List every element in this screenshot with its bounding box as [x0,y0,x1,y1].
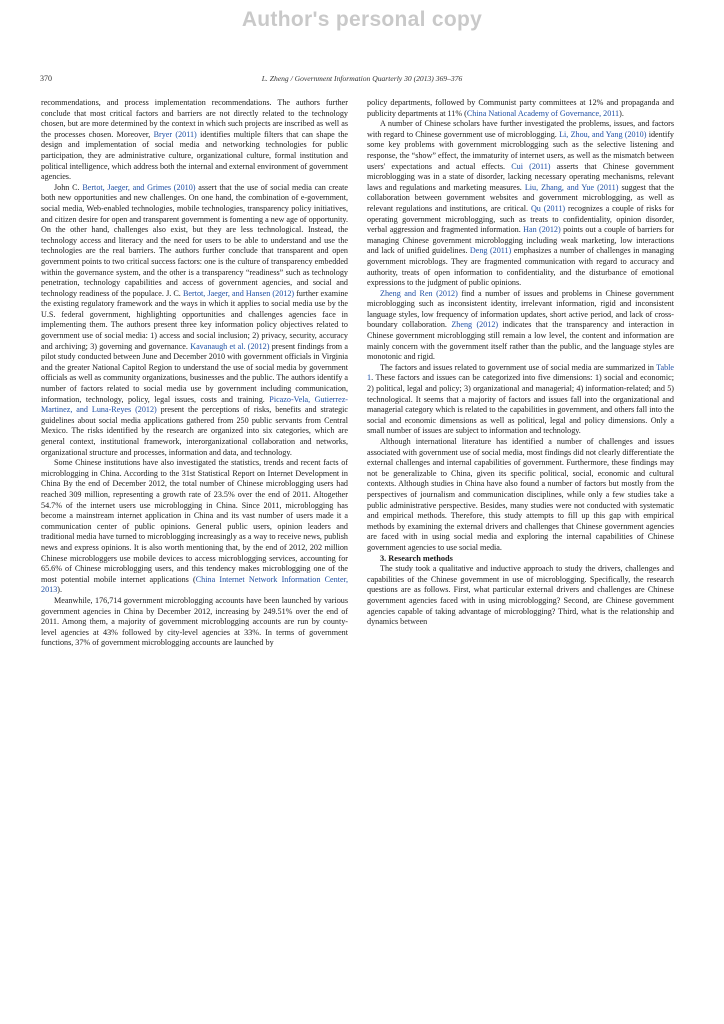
citation-link[interactable]: Zheng and Ren (2012) [380,288,458,298]
citation-link[interactable]: China National Academy of Governance, 2011 [466,108,620,118]
citation-link[interactable]: Table 1 [367,362,674,383]
paragraph: recommendations, and process implementation recommendations. The authors further conclude that most critical factors and barriers are not directly related to the technology chosen, but are more determined by the context in which such projects are inscribed as well as the processes chosen. Moreover, Bryer (2011) identifies multiple filters that can shape the design and implementation of social media and networking technologies for public participation, they are administrative culture, organizational culture, formal institution and political intelligence, which address both the internal and external environment of government agencies. [41,98,349,182]
citation-link[interactable]: Kavanaugh et al. (2012) [190,341,270,351]
paragraph: Although international literature has identified a number of challenges and issues associated with government use of social media, most findings did not clearly differentiate the external challenges and internal capabilities of government. Furthermore, these findings may not be generalizable to China, given its specific political, social, economic and cultural contexts. Although studies in China have also found a number of factors but mostly from the perspectives of journalism and communication disciplines, while only a few studies take a public administrative perspective. Besides, many studies were not conducted with systematic and empirical methods. Therefore, this study attempts to fill up this gap with empirical methods by examining the external drivers and challenges that Chinese government agencies are faced with in using social media and exploring the internal capabilities of Chinese government agencies to use social media. [367,437,674,552]
citation-link[interactable]: Zheng (2012) [451,320,499,330]
citation-link[interactable]: Qu (2011) [530,203,566,213]
citation-link[interactable]: Cui (2011) [511,161,551,171]
paragraph: A number of Chinese scholars have further investigated the problems, issues, and factors with regard to Chinese government use of microblogging. Li, Zhou, and Yang (2010) identify some key problems with government microblogging such as the selective listening and response, the “show” effect, the immaturity of internet users, as well as the mismatch between users' expectations and actual effects. Cui (2011) asserts that Chinese government microblogging was in a state of disorder, lacking necessary operating mechanisms, relevant laws and regulations and marketing measures. Liu, Zhang, and Yue (2011) suggest that the collaboration between government websites and government microblogging, as well as relevant regulations and institutions, are critical. Qu (2011) recognizes a couple of risks for operating government microblogging, such as treats to confidentiality, opinion disorder, verbal aggression and fragmented information. Han (2012) points out a couple of barriers for managing Chinese government microblogging including weak marketing, low interactions and lack of unified guidelines. Deng (2011) emphasizes a number of challenges in managing government microblogs. They are fragmented communication with regard to accuracy and authority, treats of open information to confidentiality, and the disturbance of emotional expressions to the judgment of public opinions. [367,119,675,288]
left-column [41,98,348,649]
paragraph: The factors and issues related to government use of social media are summarized in Table 1. These factors and issues can be categorized into five dimensions: 1) social and economic; 2) political, legal and policy; 3) organizational and managerial; 4) information-related; and 5) technological. It seems that a majority of factors and issues fall into the organizational and managerial category which is related to the capabilities in government, and others fall into the social and economic dimensions as well as political, legal and policy dimensions. Only a small number of issues are subject to information and technology. [367,362,674,436]
watermark: Author's personal copy [241,8,483,31]
paragraph: The study took a qualitative and inductive approach to study the drivers, challenges and capabilities of the Chinese government in use of microblogging. Specifically, the research questions are as follows. First, what particular external drivers and challenges are Chinese government agencies faced with in using microblogging? Second, are Chinese government agencies capable of taking advantage of microblogging? Third, what is the relationship and dynamics between [367,564,674,627]
citation-link[interactable]: Bryer (2011) [153,129,197,139]
citation-link[interactable]: Bertot, Jaeger, and Grimes (2010) [82,182,196,192]
right-column [367,98,674,628]
paragraph: Zheng and Ren (2012) find a number of issues and problems in Chinese government microblogging such as inconsistent identity, irrelevant information, rigid and inconsistent language styles, low frequency of information updates, short active period, and lack of cross-boundary collaboration. Zheng (2012) indicates that the transparency and interaction in Chinese government microblogging still remain a low level, the content and information are mainly concern with the government itself rather than the public, and the language styles are monotonic and rigid. [367,288,674,362]
citation-link[interactable]: Deng (2011) [469,246,512,256]
citation-link[interactable]: Li, Zhou, and Yang (2010) [559,129,647,139]
paragraph: Meanwhile, 176,714 government microblogging accounts have been launched by various government agencies in China by December 2012, increasing by 249.51% over the end of 2011. Among them, a majority of government microblogging accounts are run by county-level agencies at 43% followed by city-level agencies at 33%. In terms of government functions, 37% of government microblogging accounts are launched by [41,595,348,648]
section-heading: 3. Research methods [380,553,453,563]
citation-link[interactable]: Han (2012) [523,225,561,235]
citation-link[interactable]: Bertot, Jaeger, and Hansen (2012) [182,288,295,298]
paragraph: Some Chinese institutions have also investigated the statistics, trends and recent facts of microblogging in China. According to the 31st Statistical Report on Internet Development in China By the end of December 2012, the total number of Chinese microblogging users had reached 309 million, representing a growth rate of 23.5% over the end of 2011. Altogether 54.7% of the internet users use microblogging in China. Since 2011, microblogging has become a mainstream internet application in China and its vast number of users made it a communication center of public opinions. General public users, opinion leaders and traditional media have turned to microblogging increasingly as a way to receive news, publish news and express opinions. It is also worth mentioning that, by the end of 2012, 202 million Chinese microbloggers use mobile devices to access microblogging services, accounting for 65.6% of Chinese microblogging users, and this tendency makes microblogging one of the most potential mobile internet applications (China Internet Network Information Center, 2013). [41,458,348,595]
paragraph: policy departments, followed by Communist party committees at 12% and propaganda and publicity departments at 11% (China National Academy of Governance, 2011). [367,98,674,118]
running-head: L. Zheng / Government Information Quarterly 30 (2013) 369–376 [261,74,463,83]
citation-link[interactable]: China Internet Network Information Center, 2013 [41,574,348,595]
page-number: 370 [40,74,52,83]
citation-link[interactable]: Liu, Zhang, and Yue (2011) [524,182,619,192]
paragraph: John C. Bertot, Jaeger, and Grimes (2010) assert that the use of social media can create both new opportunities and new challenges. On one hand, the combination of e-government, social media, Web-enabled technologies, mobile technologies, transparency policy initiatives, and citizen desire for open and transparent government is fomenting a new age of opportunity. On the other hand, challenges also exist, but they are less technological. Instead, the technology access and literacy and the need for users to be able to understand and use the technologies are the real barriers. The authors further conclude that transparent and open government points to two critical success factors: one is the culture of transparency embedded within the governance system, and the other is a transparency “readiness” such as technology penetration, technology capabilities and access of government agencies, and social and technology readiness of the populace. J. C. Bertot, Jaeger, and Hansen (2012) further examine the existing regulatory framework and the ways in which it applies to social media use by the U.S. federal government, highlighting opportunities and challenges agencies face in implementing them. The authors present three key information policy objectives related to government use of social media: 1) access and social inclusion; 2) privacy, security, accuracy and archiving; 3) governing and governance. Kavanaugh et al. (2012) present findings from a pilot study conducted between June and December 2010 with government officials in Virginia and the greater National Capitol Region to understand the use of social media by government officials as well as community organizations, businesses and the public. The authors identify a number of factors related to social media use by government including communication, information, technology, policy, legal issues, costs and training. Picazo-Vela, Gutierrez-Martinez, and Luna-Reyes (2012) present the perceptions of risks, benefits and strategic guidelines about social media applications gathered from 250 public servants from Central Mexico. The risks identified by the research are organized into six categories, which are general context, institutional framework, interorganizational collaboration and networks, organizational structure and processes, information and data, and technology. [41,182,349,457]
citation-link[interactable]: Picazo-Vela, Gutierrez-Martinez, and Luna-Reyes (2012) [41,394,349,415]
